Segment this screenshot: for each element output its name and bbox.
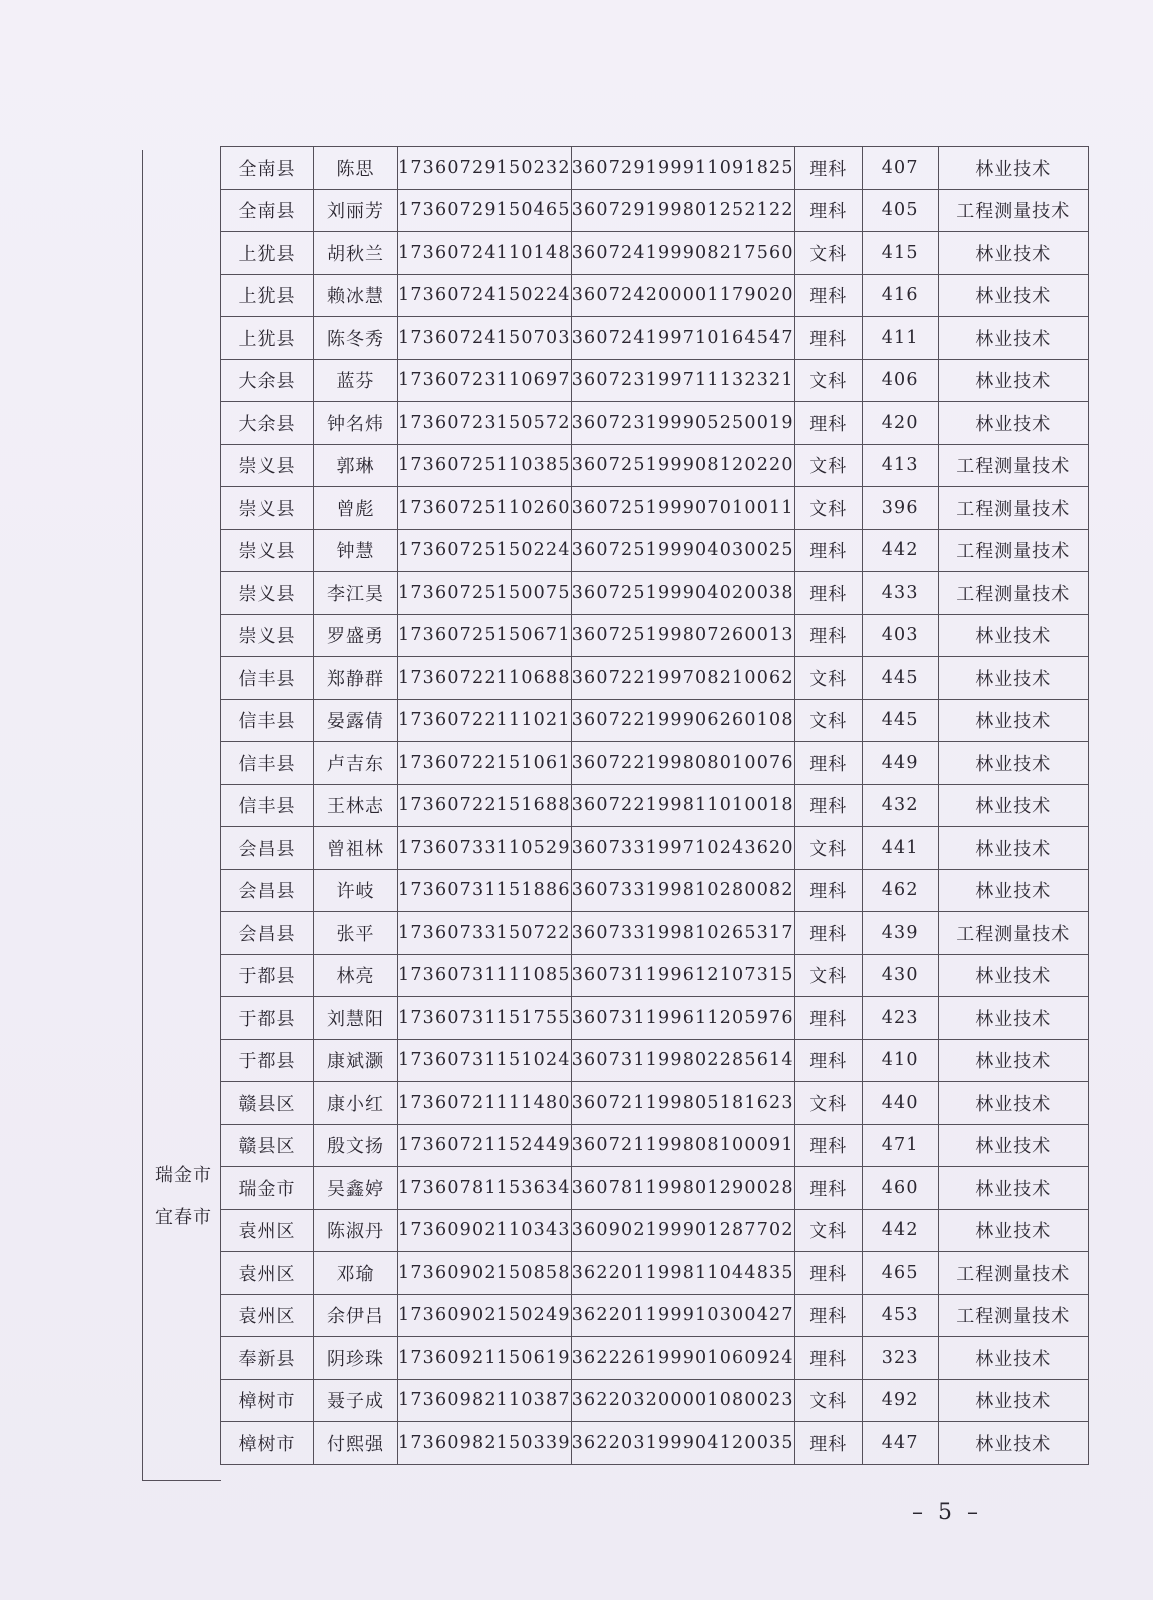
county-cell: 会昌县 bbox=[221, 869, 314, 912]
name-cell: 卢吉东 bbox=[314, 742, 398, 785]
major-cell: 工程测量技术 bbox=[938, 529, 1088, 572]
exam-number-cell: 17360729150232 bbox=[398, 147, 572, 190]
county-cell: 奉新县 bbox=[221, 1337, 314, 1380]
score-cell: 416 bbox=[862, 274, 938, 317]
name-cell: 余伊吕 bbox=[314, 1294, 398, 1337]
score-cell: 439 bbox=[862, 912, 938, 955]
subject-cell: 文科 bbox=[794, 954, 862, 997]
subject-cell: 文科 bbox=[794, 1379, 862, 1422]
table-row bbox=[221, 274, 1089, 317]
table-row bbox=[221, 954, 1089, 997]
id-number-cell: 360724200001179020 bbox=[571, 274, 794, 317]
exam-number-cell: 17360723110697 bbox=[398, 359, 572, 402]
major-cell: 林业技术 bbox=[938, 784, 1088, 827]
id-number-cell: 360733199810280082 bbox=[571, 869, 794, 912]
id-number-cell: 362201199910300427 bbox=[571, 1294, 794, 1337]
score-cell: 413 bbox=[862, 444, 938, 487]
name-cell: 钟慧 bbox=[314, 529, 398, 572]
subject-cell: 理科 bbox=[794, 529, 862, 572]
major-cell: 林业技术 bbox=[938, 1379, 1088, 1422]
major-cell: 林业技术 bbox=[938, 742, 1088, 785]
name-cell: 康小红 bbox=[314, 1082, 398, 1125]
score-cell: 492 bbox=[862, 1379, 938, 1422]
exam-number-cell: 17360724110148 bbox=[398, 232, 572, 275]
id-number-cell: 360724199710164547 bbox=[571, 317, 794, 360]
county-cell: 崇义县 bbox=[221, 572, 314, 615]
id-number-cell: 360729199911091825 bbox=[571, 147, 794, 190]
subject-cell: 理科 bbox=[794, 1294, 862, 1337]
exam-number-cell: 17360725150671 bbox=[398, 614, 572, 657]
score-cell: 453 bbox=[862, 1294, 938, 1337]
major-cell: 工程测量技术 bbox=[938, 1294, 1088, 1337]
score-cell: 442 bbox=[862, 529, 938, 572]
exam-number-cell: 17360902110343 bbox=[398, 1209, 572, 1252]
county-cell: 樟树市 bbox=[221, 1379, 314, 1422]
subject-cell: 理科 bbox=[794, 317, 862, 360]
score-cell: 323 bbox=[862, 1337, 938, 1380]
name-cell: 曾祖林 bbox=[314, 827, 398, 870]
county-cell: 于都县 bbox=[221, 997, 314, 1040]
name-cell: 郑静群 bbox=[314, 657, 398, 700]
table-row bbox=[221, 1167, 1089, 1210]
table-row bbox=[221, 359, 1089, 402]
subject-cell: 理科 bbox=[794, 1252, 862, 1295]
table-row bbox=[221, 402, 1089, 445]
county-cell: 信丰县 bbox=[221, 784, 314, 827]
name-cell: 赖冰慧 bbox=[314, 274, 398, 317]
score-cell: 423 bbox=[862, 997, 938, 1040]
id-number-cell: 360721199805181623 bbox=[571, 1082, 794, 1125]
subject-cell: 理科 bbox=[794, 189, 862, 232]
county-cell: 信丰县 bbox=[221, 742, 314, 785]
county-cell: 上犹县 bbox=[221, 232, 314, 275]
score-cell: 432 bbox=[862, 784, 938, 827]
subject-cell: 文科 bbox=[794, 232, 862, 275]
county-cell: 袁州区 bbox=[221, 1294, 314, 1337]
table-row bbox=[221, 1039, 1089, 1082]
major-cell: 工程测量技术 bbox=[938, 444, 1088, 487]
id-number-cell: 360733199810265317 bbox=[571, 912, 794, 955]
major-cell: 林业技术 bbox=[938, 657, 1088, 700]
subject-cell: 理科 bbox=[794, 912, 862, 955]
table-row bbox=[221, 699, 1089, 742]
name-cell: 罗盛勇 bbox=[314, 614, 398, 657]
id-number-cell: 360902199901287702 bbox=[571, 1209, 794, 1252]
table-row bbox=[221, 614, 1089, 657]
table-row bbox=[221, 1337, 1089, 1380]
name-cell: 付熙强 bbox=[314, 1422, 398, 1465]
subject-cell: 理科 bbox=[794, 784, 862, 827]
subject-cell: 文科 bbox=[794, 1209, 862, 1252]
major-cell: 林业技术 bbox=[938, 1422, 1088, 1465]
name-cell: 张平 bbox=[314, 912, 398, 955]
table-row bbox=[221, 1252, 1089, 1295]
score-cell: 465 bbox=[862, 1252, 938, 1295]
name-cell: 晏露倩 bbox=[314, 699, 398, 742]
county-cell: 会昌县 bbox=[221, 827, 314, 870]
exam-number-cell: 17360725150075 bbox=[398, 572, 572, 615]
id-number-cell: 360725199907010011 bbox=[571, 487, 794, 530]
score-cell: 445 bbox=[862, 699, 938, 742]
subject-cell: 理科 bbox=[794, 869, 862, 912]
name-cell: 吴鑫婷 bbox=[314, 1167, 398, 1210]
exam-number-cell: 17360731111085 bbox=[398, 954, 572, 997]
subject-cell: 文科 bbox=[794, 657, 862, 700]
score-cell: 442 bbox=[862, 1209, 938, 1252]
subject-cell: 文科 bbox=[794, 699, 862, 742]
score-cell: 396 bbox=[862, 487, 938, 530]
name-cell: 陈淑丹 bbox=[314, 1209, 398, 1252]
score-cell: 433 bbox=[862, 572, 938, 615]
name-cell: 聂子成 bbox=[314, 1379, 398, 1422]
major-cell: 工程测量技术 bbox=[938, 1252, 1088, 1295]
name-cell: 阴珍珠 bbox=[314, 1337, 398, 1380]
major-cell: 工程测量技术 bbox=[938, 912, 1088, 955]
name-cell: 胡秋兰 bbox=[314, 232, 398, 275]
exam-number-cell: 17360921150619 bbox=[398, 1337, 572, 1380]
subject-cell: 理科 bbox=[794, 1337, 862, 1380]
name-cell: 钟名炜 bbox=[314, 402, 398, 445]
id-number-cell: 360729199801252122 bbox=[571, 189, 794, 232]
exam-number-cell: 17360725150224 bbox=[398, 529, 572, 572]
exam-number-cell: 17360731151755 bbox=[398, 997, 572, 1040]
name-cell: 殷文扬 bbox=[314, 1124, 398, 1167]
major-cell: 林业技术 bbox=[938, 1082, 1088, 1125]
county-cell: 大余县 bbox=[221, 359, 314, 402]
table-row bbox=[221, 1082, 1089, 1125]
exam-number-cell: 17360733150722 bbox=[398, 912, 572, 955]
score-cell: 462 bbox=[862, 869, 938, 912]
major-cell: 林业技术 bbox=[938, 997, 1088, 1040]
exam-number-cell: 17360722151061 bbox=[398, 742, 572, 785]
table-row bbox=[221, 1124, 1089, 1167]
exam-number-cell: 17360722151688 bbox=[398, 784, 572, 827]
score-cell: 411 bbox=[862, 317, 938, 360]
city-label: 宜春市 bbox=[155, 1207, 212, 1228]
major-cell: 工程测量技术 bbox=[938, 487, 1088, 530]
score-cell: 449 bbox=[862, 742, 938, 785]
score-cell: 406 bbox=[862, 359, 938, 402]
score-cell: 403 bbox=[862, 614, 938, 657]
exam-number-cell: 17360729150465 bbox=[398, 189, 572, 232]
exam-number-cell: 17360721111480 bbox=[398, 1082, 572, 1125]
exam-number-cell: 17360781153634 bbox=[398, 1167, 572, 1210]
page-number: – 5 – bbox=[912, 1500, 982, 1525]
subject-cell: 理科 bbox=[794, 1124, 862, 1167]
subject-cell: 理科 bbox=[794, 572, 862, 615]
table-row bbox=[221, 232, 1089, 275]
admission-list-table bbox=[220, 146, 1089, 1465]
table-row bbox=[221, 444, 1089, 487]
name-cell: 郭琳 bbox=[314, 444, 398, 487]
table-row bbox=[221, 487, 1089, 530]
id-number-cell: 360725199904030025 bbox=[571, 529, 794, 572]
major-cell: 林业技术 bbox=[938, 232, 1088, 275]
exam-number-cell: 17360725110260 bbox=[398, 487, 572, 530]
table-row bbox=[221, 189, 1089, 232]
county-cell: 上犹县 bbox=[221, 274, 314, 317]
table-row bbox=[221, 657, 1089, 700]
city-column bbox=[142, 150, 221, 1481]
subject-cell: 文科 bbox=[794, 359, 862, 402]
exam-number-cell: 17360724150703 bbox=[398, 317, 572, 360]
score-cell: 441 bbox=[862, 827, 938, 870]
name-cell: 曾彪 bbox=[314, 487, 398, 530]
county-cell: 崇义县 bbox=[221, 614, 314, 657]
table-row bbox=[221, 529, 1089, 572]
table-row bbox=[221, 1209, 1089, 1252]
major-cell: 林业技术 bbox=[938, 699, 1088, 742]
score-cell: 447 bbox=[862, 1422, 938, 1465]
subject-cell: 文科 bbox=[794, 1082, 862, 1125]
major-cell: 林业技术 bbox=[938, 614, 1088, 657]
score-cell: 440 bbox=[862, 1082, 938, 1125]
table-row bbox=[221, 997, 1089, 1040]
major-cell: 林业技术 bbox=[938, 1337, 1088, 1380]
id-number-cell: 360722199808010076 bbox=[571, 742, 794, 785]
county-cell: 大余县 bbox=[221, 402, 314, 445]
name-cell: 康斌灏 bbox=[314, 1039, 398, 1082]
subject-cell: 理科 bbox=[794, 402, 862, 445]
county-cell: 上犹县 bbox=[221, 317, 314, 360]
major-cell: 林业技术 bbox=[938, 402, 1088, 445]
subject-cell: 文科 bbox=[794, 487, 862, 530]
id-number-cell: 360731199611205976 bbox=[571, 997, 794, 1040]
exam-number-cell: 17360902150249 bbox=[398, 1294, 572, 1337]
table-row bbox=[221, 1379, 1089, 1422]
exam-number-cell: 17360722111021 bbox=[398, 699, 572, 742]
id-number-cell: 360723199905250019 bbox=[571, 402, 794, 445]
id-number-cell: 360733199710243620 bbox=[571, 827, 794, 870]
county-cell: 信丰县 bbox=[221, 699, 314, 742]
county-cell: 瑞金市 bbox=[221, 1167, 314, 1210]
id-number-cell: 362201199811044835 bbox=[571, 1252, 794, 1295]
id-number-cell: 360722199811010018 bbox=[571, 784, 794, 827]
major-cell: 工程测量技术 bbox=[938, 189, 1088, 232]
county-cell: 会昌县 bbox=[221, 912, 314, 955]
id-number-cell: 362226199901060924 bbox=[571, 1337, 794, 1380]
exam-number-cell: 17360725110385 bbox=[398, 444, 572, 487]
id-number-cell: 360721199808100091 bbox=[571, 1124, 794, 1167]
id-number-cell: 360723199711132321 bbox=[571, 359, 794, 402]
exam-number-cell: 17360902150858 bbox=[398, 1252, 572, 1295]
subject-cell: 文科 bbox=[794, 444, 862, 487]
major-cell: 林业技术 bbox=[938, 954, 1088, 997]
subject-cell: 理科 bbox=[794, 1167, 862, 1210]
score-cell: 471 bbox=[862, 1124, 938, 1167]
table-row bbox=[221, 317, 1089, 360]
id-number-cell: 362203200001080023 bbox=[571, 1379, 794, 1422]
exam-number-cell: 17360721152449 bbox=[398, 1124, 572, 1167]
exam-number-cell: 17360724150224 bbox=[398, 274, 572, 317]
county-cell: 于都县 bbox=[221, 954, 314, 997]
exam-number-cell: 17360982150339 bbox=[398, 1422, 572, 1465]
county-cell: 信丰县 bbox=[221, 657, 314, 700]
id-number-cell: 360781199801290028 bbox=[571, 1167, 794, 1210]
county-cell: 于都县 bbox=[221, 1039, 314, 1082]
name-cell: 蓝芬 bbox=[314, 359, 398, 402]
table-row bbox=[221, 147, 1089, 190]
major-cell: 林业技术 bbox=[938, 1039, 1088, 1082]
id-number-cell: 360725199807260013 bbox=[571, 614, 794, 657]
id-number-cell: 360725199908120220 bbox=[571, 444, 794, 487]
major-cell: 工程测量技术 bbox=[938, 572, 1088, 615]
subject-cell: 理科 bbox=[794, 1422, 862, 1465]
table-row bbox=[221, 572, 1089, 615]
exam-number-cell: 17360982110387 bbox=[398, 1379, 572, 1422]
major-cell: 林业技术 bbox=[938, 359, 1088, 402]
id-number-cell: 360722199708210062 bbox=[571, 657, 794, 700]
name-cell: 刘丽芳 bbox=[314, 189, 398, 232]
county-cell: 袁州区 bbox=[221, 1252, 314, 1295]
county-cell: 全南县 bbox=[221, 189, 314, 232]
table-row bbox=[221, 1294, 1089, 1337]
major-cell: 林业技术 bbox=[938, 317, 1088, 360]
county-cell: 全南县 bbox=[221, 147, 314, 190]
subject-cell: 理科 bbox=[794, 997, 862, 1040]
id-number-cell: 360722199906260108 bbox=[571, 699, 794, 742]
exam-number-cell: 17360731151024 bbox=[398, 1039, 572, 1082]
name-cell: 李江昊 bbox=[314, 572, 398, 615]
name-cell: 刘慧阳 bbox=[314, 997, 398, 1040]
score-cell: 405 bbox=[862, 189, 938, 232]
exam-number-cell: 17360722110688 bbox=[398, 657, 572, 700]
subject-cell: 理科 bbox=[794, 614, 862, 657]
id-number-cell: 362203199904120035 bbox=[571, 1422, 794, 1465]
id-number-cell: 360724199908217560 bbox=[571, 232, 794, 275]
score-cell: 420 bbox=[862, 402, 938, 445]
major-cell: 林业技术 bbox=[938, 1209, 1088, 1252]
name-cell: 林亮 bbox=[314, 954, 398, 997]
county-cell: 赣县区 bbox=[221, 1082, 314, 1125]
table-row bbox=[221, 827, 1089, 870]
subject-cell: 文科 bbox=[794, 827, 862, 870]
table-row bbox=[221, 742, 1089, 785]
table-row bbox=[221, 1422, 1089, 1465]
score-cell: 410 bbox=[862, 1039, 938, 1082]
county-cell: 袁州区 bbox=[221, 1209, 314, 1252]
name-cell: 王林志 bbox=[314, 784, 398, 827]
score-cell: 460 bbox=[862, 1167, 938, 1210]
exam-number-cell: 17360731151886 bbox=[398, 869, 572, 912]
major-cell: 林业技术 bbox=[938, 1167, 1088, 1210]
name-cell: 陈冬秀 bbox=[314, 317, 398, 360]
exam-number-cell: 17360723150572 bbox=[398, 402, 572, 445]
table-row bbox=[221, 869, 1089, 912]
score-cell: 430 bbox=[862, 954, 938, 997]
county-cell: 崇义县 bbox=[221, 487, 314, 530]
score-cell: 445 bbox=[862, 657, 938, 700]
county-cell: 崇义县 bbox=[221, 529, 314, 572]
exam-number-cell: 17360733110529 bbox=[398, 827, 572, 870]
score-cell: 407 bbox=[862, 147, 938, 190]
subject-cell: 理科 bbox=[794, 147, 862, 190]
name-cell: 许岐 bbox=[314, 869, 398, 912]
county-cell: 樟树市 bbox=[221, 1422, 314, 1465]
name-cell: 陈思 bbox=[314, 147, 398, 190]
major-cell: 林业技术 bbox=[938, 827, 1088, 870]
county-cell: 赣县区 bbox=[221, 1124, 314, 1167]
subject-cell: 理科 bbox=[794, 742, 862, 785]
subject-cell: 理科 bbox=[794, 274, 862, 317]
city-label: 瑞金市 bbox=[155, 1165, 212, 1187]
name-cell: 邓瑜 bbox=[314, 1252, 398, 1295]
id-number-cell: 360731199612107315 bbox=[571, 954, 794, 997]
county-cell: 崇义县 bbox=[221, 444, 314, 487]
id-number-cell: 360725199904020038 bbox=[571, 572, 794, 615]
subject-cell: 理科 bbox=[794, 1039, 862, 1082]
major-cell: 林业技术 bbox=[938, 274, 1088, 317]
table-row bbox=[221, 784, 1089, 827]
table-row bbox=[221, 912, 1089, 955]
major-cell: 林业技术 bbox=[938, 869, 1088, 912]
score-cell: 415 bbox=[862, 232, 938, 275]
major-cell: 林业技术 bbox=[938, 1124, 1088, 1167]
major-cell: 林业技术 bbox=[938, 147, 1088, 190]
id-number-cell: 360731199802285614 bbox=[571, 1039, 794, 1082]
